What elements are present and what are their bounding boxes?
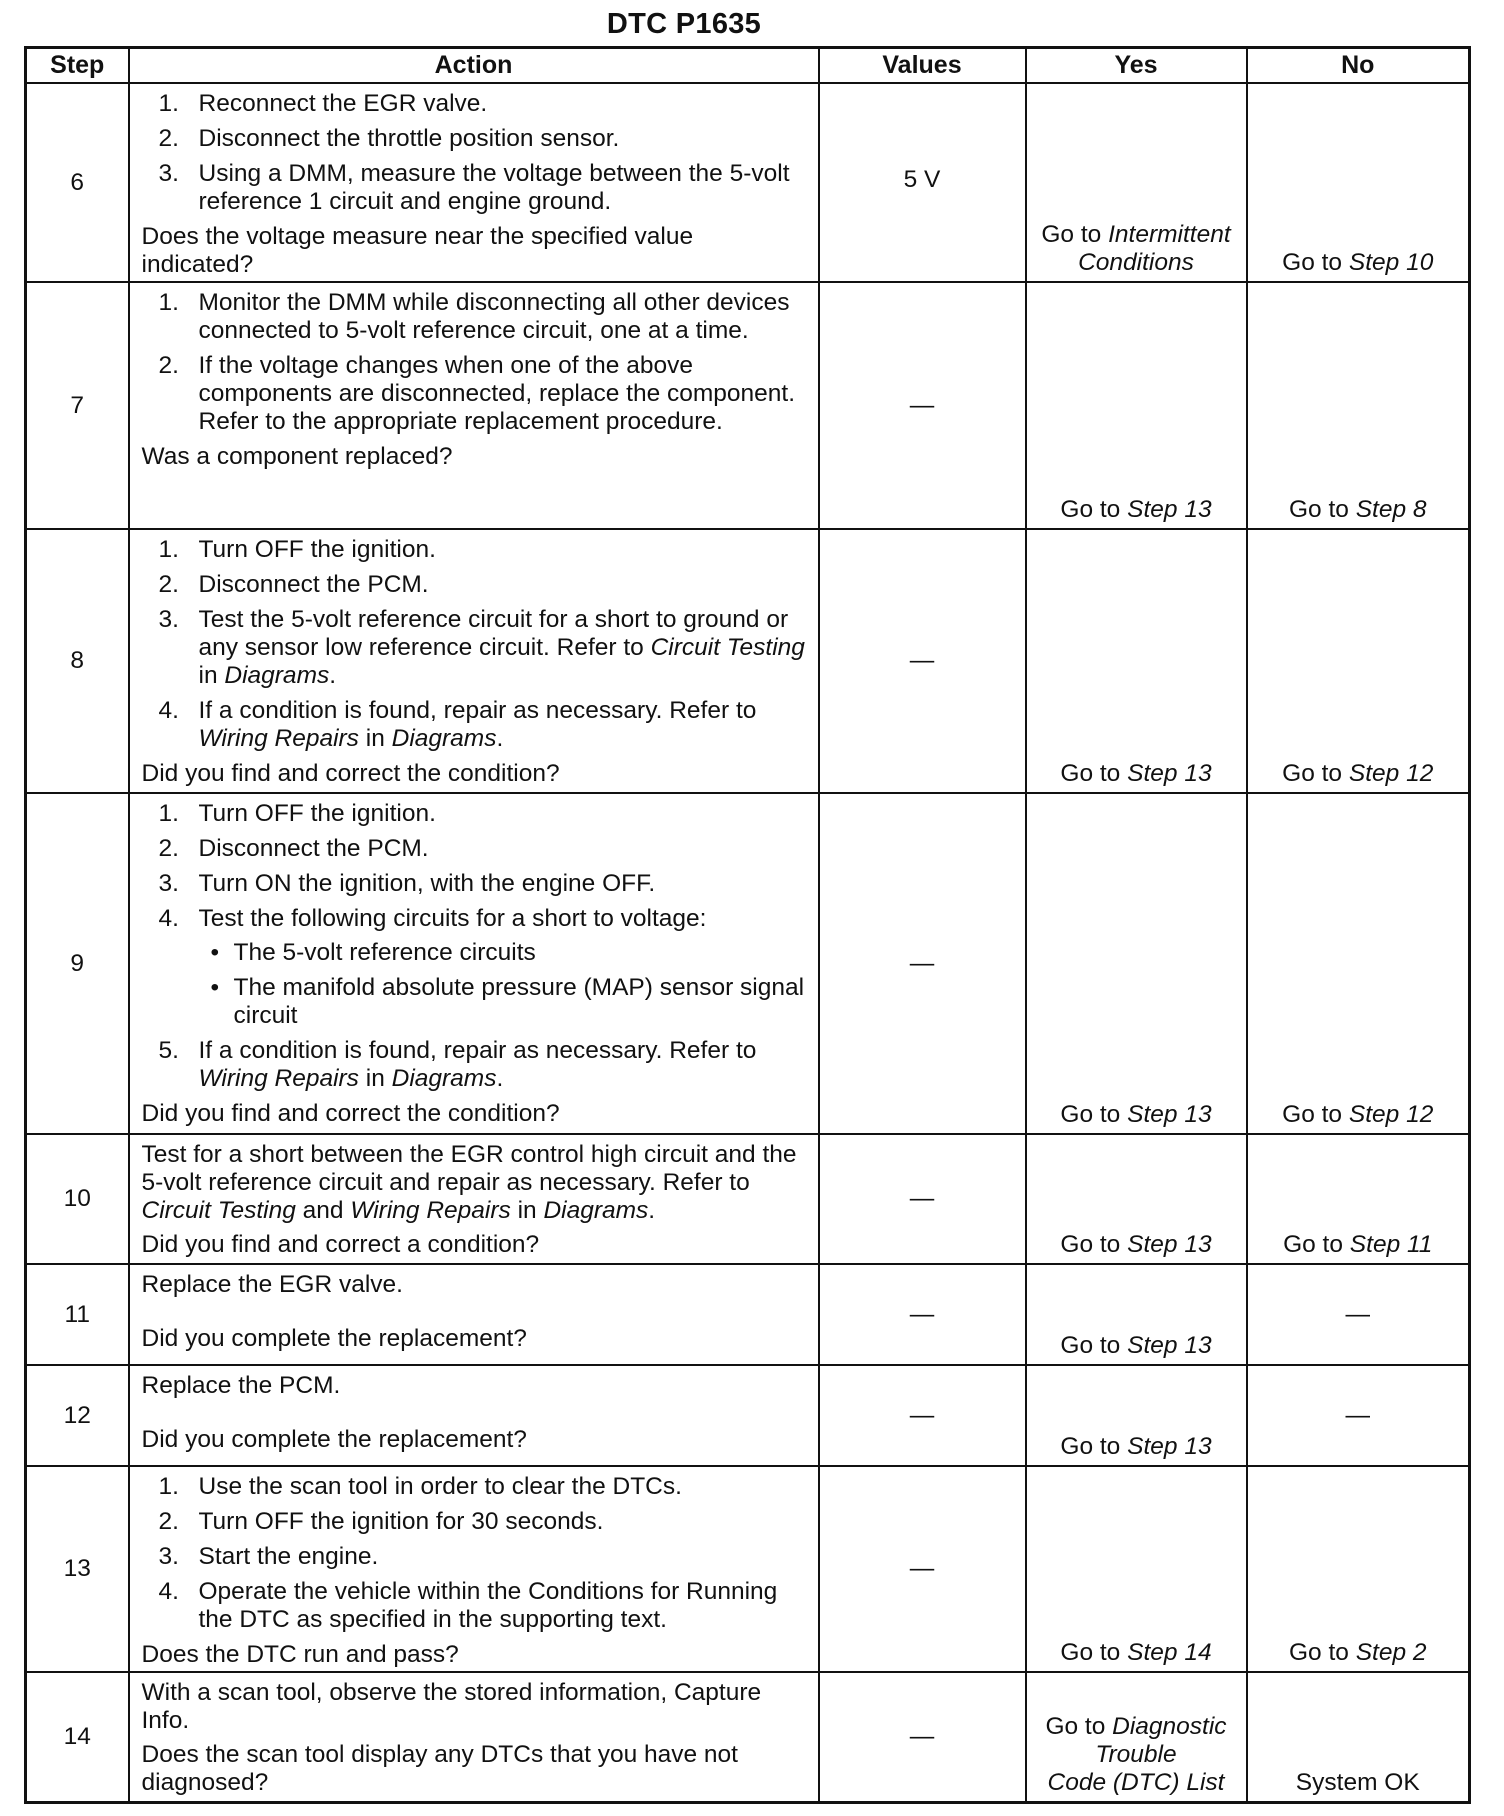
link-step[interactable]: Step 13 bbox=[1127, 1101, 1212, 1129]
diagnostic-table bbox=[24, 46, 1471, 1804]
question-text: Did you find and correct a condition? bbox=[141, 1231, 540, 1259]
link-step[interactable]: Step 11 bbox=[1349, 1231, 1433, 1259]
step-number: 11 bbox=[26, 1264, 129, 1365]
no-cell: Go to Step 10 bbox=[1247, 83, 1470, 282]
list-item: 1. Use the scan tool in order to clear the DTCs. bbox=[158, 1473, 682, 1501]
page-title: DTC P1635 bbox=[606, 8, 762, 40]
step-number: 10 bbox=[26, 1134, 129, 1264]
action-cell bbox=[129, 83, 819, 282]
header-yes: Yes bbox=[1026, 48, 1247, 84]
action-text: With a scan tool, observe the stored information, Capture Info. bbox=[141, 1679, 762, 1735]
no-cell: — bbox=[1247, 1264, 1470, 1365]
list-item: 2. Disconnect the throttle position sensor. bbox=[158, 125, 620, 152]
question-text: Was a component replaced? bbox=[141, 443, 453, 471]
list-item: 3. Turn ON the ignition, with the engine OFF. bbox=[158, 870, 656, 898]
table-row bbox=[26, 83, 1470, 282]
link-step[interactable]: Step 13 bbox=[1127, 1332, 1212, 1360]
action-cell bbox=[129, 1264, 819, 1365]
yes-cell: Go to Diagnostic Trouble Code (DTC) List bbox=[1026, 1672, 1247, 1802]
action-cell bbox=[129, 529, 819, 793]
link-step[interactable]: Step 13 bbox=[1127, 1433, 1212, 1461]
step-number: 13 bbox=[26, 1466, 129, 1672]
list-item: 4. Test the following circuits for a short to voltage: • The 5-volt reference circuits • The manifold absolute pressure (MAP) sensor signal circuit bbox=[142, 905, 810, 1030]
header-action: Action bbox=[129, 48, 819, 84]
action-cell bbox=[129, 1134, 819, 1264]
bullet-item: • The 5-volt reference circuits bbox=[210, 939, 536, 967]
values-cell: — bbox=[819, 1134, 1026, 1264]
table-row bbox=[26, 793, 1470, 1134]
list-item: 3. Start the engine. bbox=[158, 1543, 379, 1571]
table-row bbox=[26, 1365, 1470, 1466]
question-text: Did you complete the replacement? bbox=[141, 1325, 527, 1353]
list-item: 2. If the voltage changes when one of the above components are disconnected, replace the component. Refer to the appropriate replacement procedure. bbox=[158, 352, 796, 436]
list-item: 4. If a condition is found, repair as necessary. Refer to Wiring Repairs in Diagrams. bbox=[158, 697, 757, 753]
values-cell: 5 V bbox=[819, 83, 1026, 282]
header-step: Step bbox=[26, 48, 129, 84]
link-step[interactable]: Step 8 bbox=[1355, 496, 1427, 524]
link-intermittent-conditions[interactable]: Intermittent bbox=[1108, 221, 1231, 249]
action-steps bbox=[142, 90, 810, 216]
table-row bbox=[26, 1466, 1470, 1672]
link-step[interactable]: Step 12 bbox=[1348, 760, 1434, 788]
yes-cell: Go to Step 13 bbox=[1026, 1134, 1247, 1264]
no-cell: Go to Step 8 bbox=[1247, 282, 1470, 529]
yes-cell: Go to Step 14 bbox=[1026, 1466, 1247, 1672]
action-text: Replace the PCM. bbox=[141, 1372, 341, 1400]
values-cell: — bbox=[819, 1672, 1026, 1802]
action-text: Replace the EGR valve. bbox=[141, 1271, 403, 1299]
no-cell: Go to Step 12 bbox=[1247, 529, 1470, 793]
no-cell: Go to Step 11 bbox=[1247, 1134, 1470, 1264]
action-cell bbox=[129, 1672, 819, 1802]
list-item: 2. Disconnect the PCM. bbox=[158, 835, 429, 863]
step-number: 9 bbox=[26, 793, 129, 1134]
step-number: 6 bbox=[26, 83, 129, 282]
yes-cell: Go to Intermittent Conditions bbox=[1026, 83, 1247, 282]
yes-cell: Go to Step 13 bbox=[1026, 282, 1247, 529]
list-item: 2. Turn OFF the ignition for 30 seconds. bbox=[158, 1508, 604, 1536]
list-item: 1. Turn OFF the ignition. bbox=[158, 536, 436, 564]
values-cell: — bbox=[819, 793, 1026, 1134]
list-item: 1. Turn OFF the ignition. bbox=[158, 800, 436, 828]
no-cell: Go to Step 2 bbox=[1247, 1466, 1470, 1672]
table-row bbox=[26, 529, 1470, 793]
table-row bbox=[26, 1264, 1470, 1365]
link-diagnostic-trouble-code-list[interactable]: Diagnostic bbox=[1112, 1713, 1227, 1740]
list-item: 4. Operate the vehicle within the Conditions for Running the DTC as specified in the supporting text. bbox=[158, 1578, 778, 1634]
values-cell: — bbox=[819, 1365, 1026, 1466]
action-text: Test for a short between the EGR control high circuit and the 5-volt reference circuit and repair as necessary. Refer to Circuit Testing and Wiring Repairs in Diagrams. bbox=[141, 1141, 797, 1225]
no-cell: System OK bbox=[1247, 1672, 1470, 1802]
question-text: Does the scan tool display any DTCs that you have not diagnosed? bbox=[141, 1741, 738, 1797]
question-text: Does the DTC run and pass? bbox=[141, 1641, 459, 1669]
action-steps bbox=[142, 800, 810, 1093]
step-number: 12 bbox=[26, 1365, 129, 1466]
list-item: 1. Monitor the DMM while disconnecting all other devices connected to 5-volt reference circuit, one at a time. bbox=[158, 289, 790, 345]
list-item: 3. Using a DMM, measure the voltage between the 5-volt reference 1 circuit and engine ground. bbox=[158, 160, 790, 215]
action-cell bbox=[129, 282, 819, 529]
link-diagnostic-trouble-code-list-2[interactable]: Trouble bbox=[1095, 1741, 1177, 1768]
values-cell: — bbox=[819, 1264, 1026, 1365]
question-text: Did you complete the replacement? bbox=[141, 1426, 527, 1454]
action-cell bbox=[129, 1466, 819, 1672]
values-cell: — bbox=[819, 1466, 1026, 1672]
table-header-row bbox=[26, 48, 1470, 84]
list-item: 5. If a condition is found, repair as necessary. Refer to Wiring Repairs in Diagrams. bbox=[158, 1037, 757, 1093]
bullet-item: • The manifold absolute pressure (MAP) sensor signal circuit bbox=[210, 974, 805, 1030]
link-step[interactable]: Step 13 bbox=[1127, 760, 1212, 788]
step-number: 14 bbox=[26, 1672, 129, 1802]
yes-cell: Go to Step 13 bbox=[1026, 529, 1247, 793]
question-text: Did you find and correct the condition? bbox=[141, 760, 560, 788]
action-cell bbox=[129, 1365, 819, 1466]
step-number: 8 bbox=[26, 529, 129, 793]
action-steps bbox=[142, 289, 810, 436]
yes-cell: Go to Step 13 bbox=[1026, 1264, 1247, 1365]
question-text: Did you find and correct the condition? bbox=[141, 1100, 560, 1128]
list-item: 1. Reconnect the EGR valve. bbox=[158, 90, 488, 117]
bullet-list bbox=[199, 939, 810, 1030]
link-intermittent-conditions-2[interactable]: Conditions bbox=[1078, 249, 1194, 277]
header-no: No bbox=[1247, 48, 1470, 84]
list-item: 2. Disconnect the PCM. bbox=[158, 571, 429, 599]
no-cell: — bbox=[1247, 1365, 1470, 1466]
link-step[interactable]: Step 12 bbox=[1348, 1101, 1434, 1129]
no-cell: Go to Step 12 bbox=[1247, 793, 1470, 1134]
link-step[interactable]: Step 14 bbox=[1127, 1639, 1212, 1667]
yes-cell: Go to Step 13 bbox=[1026, 793, 1247, 1134]
link-diagnostic-trouble-code-list-3[interactable]: Code (DTC) List bbox=[1047, 1769, 1225, 1796]
question-text: Does the voltage measure near the specified value indicated? bbox=[141, 223, 694, 278]
table-row bbox=[26, 282, 1470, 529]
table-row bbox=[26, 1134, 1470, 1264]
link-step[interactable]: Step 13 bbox=[1127, 496, 1212, 524]
list-item: 3. Test the 5-volt reference circuit for a short to ground or any sensor low reference circuit. Refer to Circuit Testing in Diagrams. bbox=[158, 606, 805, 690]
link-step[interactable]: Step 2 bbox=[1355, 1639, 1427, 1667]
action-cell bbox=[129, 793, 819, 1134]
action-steps bbox=[142, 536, 810, 753]
header-values: Values bbox=[819, 48, 1026, 84]
link-step[interactable]: Step 13 bbox=[1127, 1231, 1212, 1259]
yes-cell: Go to Step 13 bbox=[1026, 1365, 1247, 1466]
link-step[interactable]: Step 10 bbox=[1348, 249, 1434, 277]
values-cell: — bbox=[819, 282, 1026, 529]
values-cell: — bbox=[819, 529, 1026, 793]
action-steps bbox=[142, 1473, 810, 1634]
step-number: 7 bbox=[26, 282, 129, 529]
table-row bbox=[26, 1672, 1470, 1802]
